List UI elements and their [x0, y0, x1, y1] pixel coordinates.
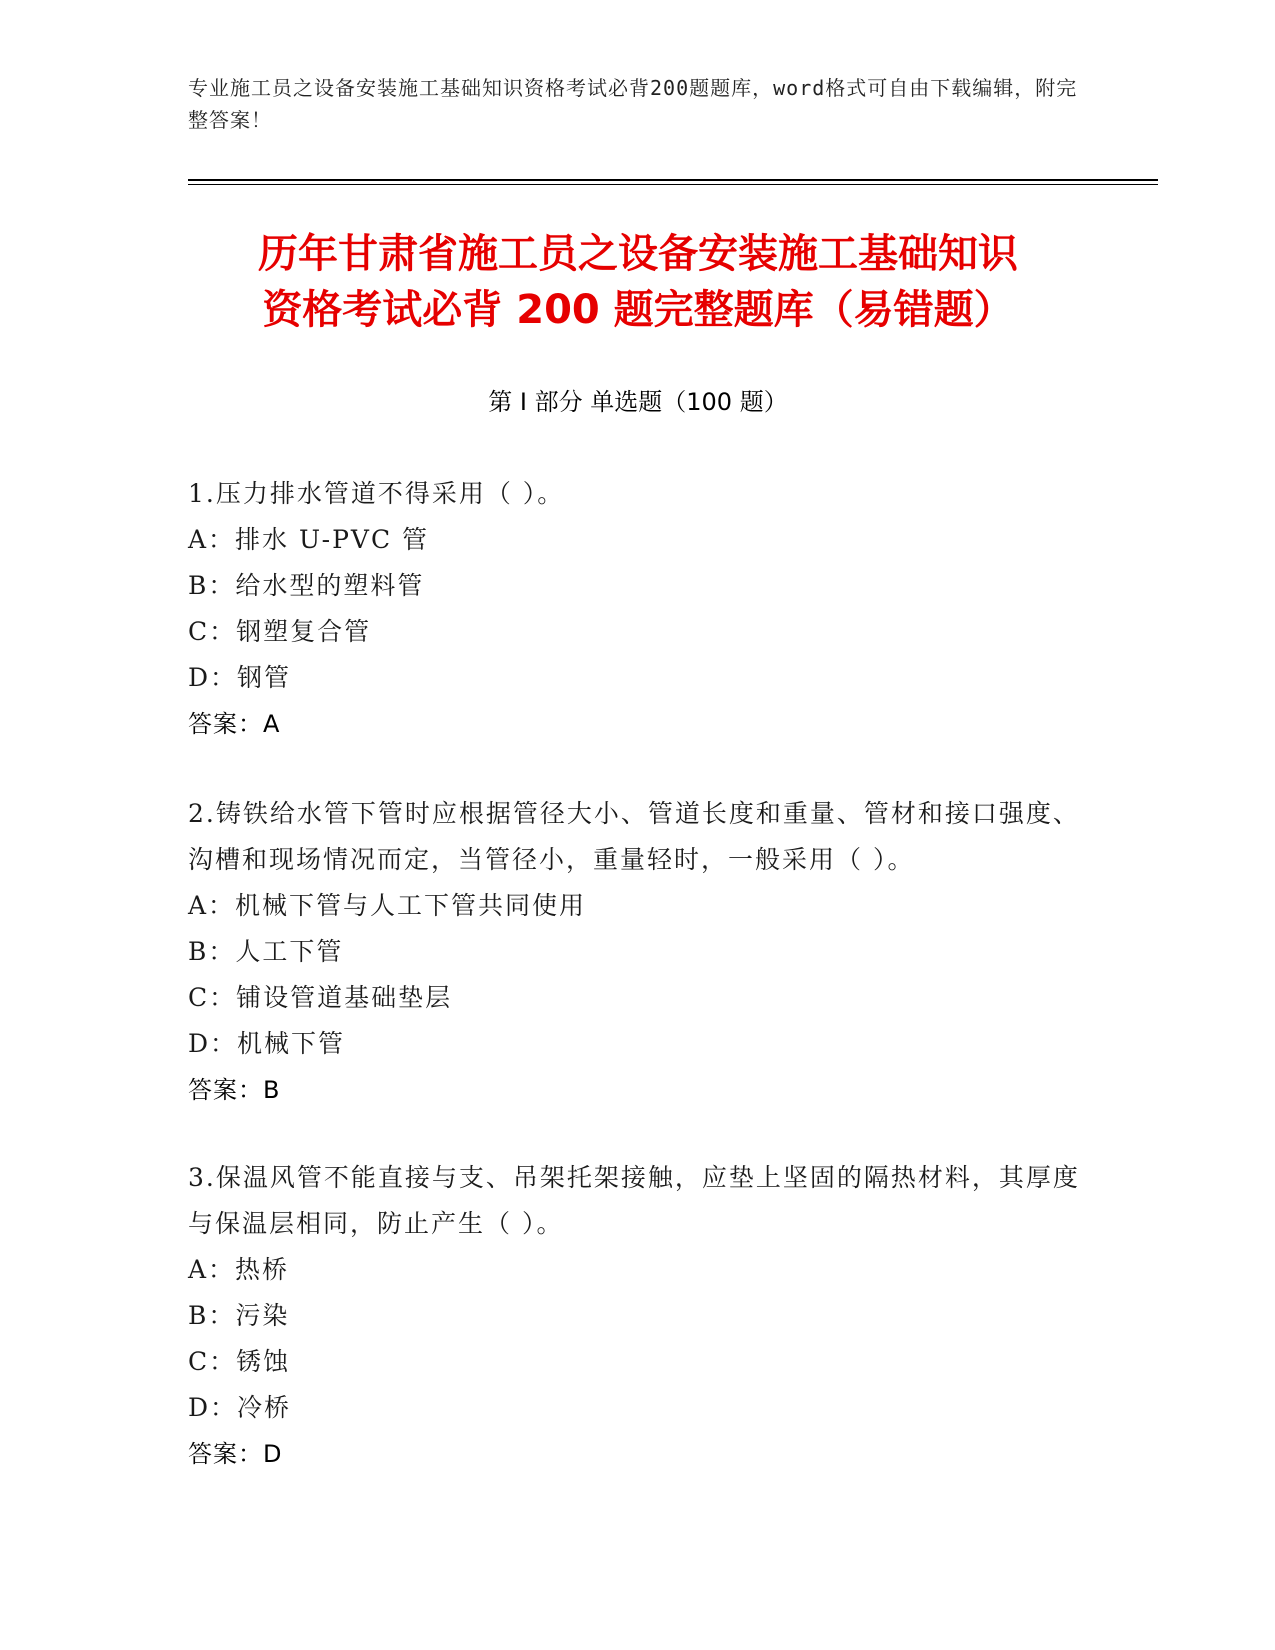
- answer: 答案：B: [188, 1076, 281, 1104]
- option-a: A：排水 U-PVC 管: [188, 525, 430, 554]
- header-note: 专业施工员之设备安装施工基础知识资格考试必背200题题库，word格式可自由下载编辑，附完整答案！: [188, 76, 1078, 132]
- option-c: C：锈蚀: [188, 1347, 291, 1376]
- option-a: A：机械下管与人工下管共同使用: [188, 891, 587, 920]
- section-title: 第 I 部分 单选题（100 题）: [488, 388, 788, 416]
- option-c: C：钢塑复合管: [188, 617, 372, 646]
- question-stem: 1.压力排水管道不得采用（ ）。: [188, 479, 565, 508]
- option-d: D：钢管: [188, 663, 292, 692]
- answer: 答案：A: [188, 710, 281, 738]
- option-b: B：给水型的塑料管: [188, 571, 425, 600]
- answer: 答案：D: [188, 1440, 283, 1468]
- question-1: [188, 471, 1088, 747]
- option-b: B：污染: [188, 1301, 290, 1330]
- document-title-line-1: 历年甘肃省施工员之设备安装施工基础知识: [258, 231, 1018, 277]
- question-2: [188, 791, 1088, 1113]
- document-title: [188, 226, 1088, 338]
- header-divider-thin: [188, 184, 1158, 185]
- question-stem: 3.保温风管不能直接与支、吊架托架接触，应垫上坚固的隔热材料，其厚度与保温层相同，防止产生（ ）。: [188, 1163, 1080, 1238]
- header-divider-thick: [188, 179, 1158, 181]
- question-stem: 2.铸铁给水管下管时应根据管径大小、管道长度和重量、管材和接口强度、沟槽和现场情况而定，当管径小，重量轻时，一般采用（ ）。: [188, 799, 1080, 874]
- document-title-line-2: 资格考试必背 200 题完整题库（易错题）: [262, 287, 1014, 333]
- option-d: D：机械下管: [188, 1029, 346, 1058]
- option-c: C：铺设管道基础垫层: [188, 983, 453, 1012]
- option-d: D：冷桥: [188, 1393, 292, 1422]
- question-3: [188, 1155, 1088, 1477]
- option-a: A：热桥: [188, 1255, 290, 1284]
- option-b: B：人工下管: [188, 937, 344, 966]
